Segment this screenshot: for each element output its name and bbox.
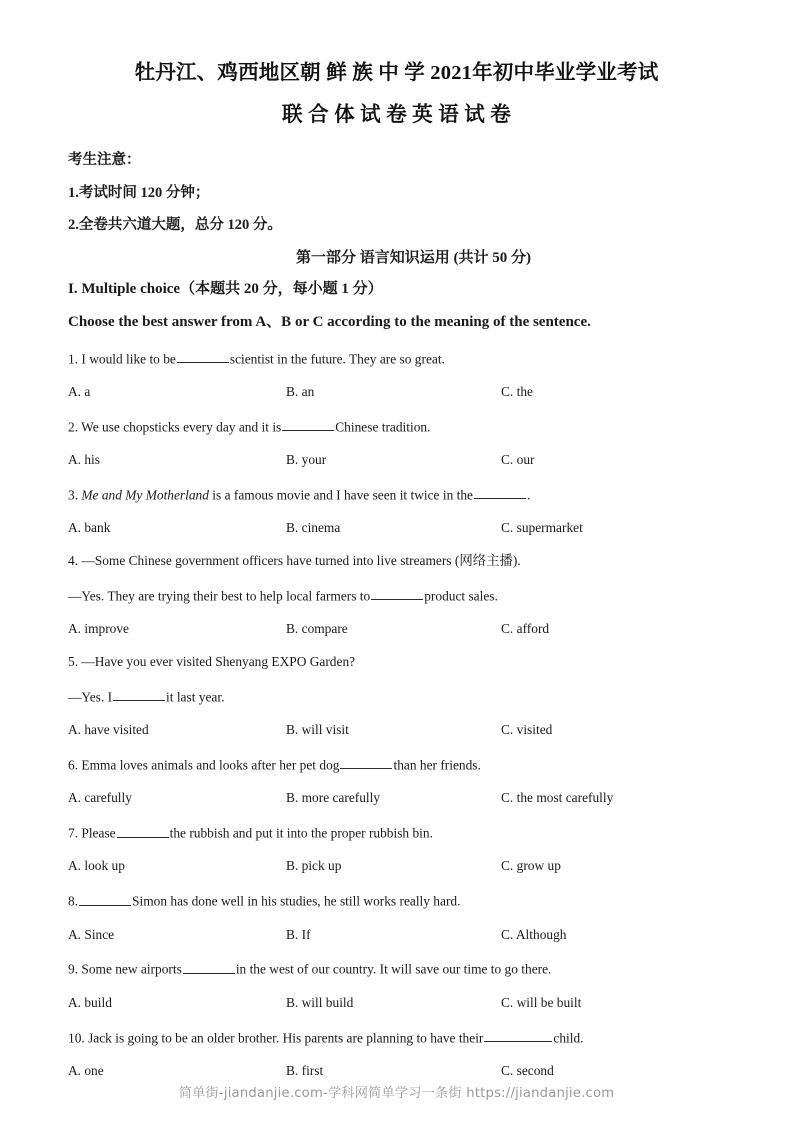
question-8-option-b[interactable]: B. If [286, 926, 311, 942]
question-10-option-a[interactable]: A. one [68, 1062, 104, 1078]
question-4-stem-line-1: 4. —Some Chinese government officers have turned into live streamers (网络主播). [68, 553, 521, 568]
q3-text-after: . [526, 487, 531, 503]
q4-text-after: product sales. [424, 588, 498, 604]
question-7-stem [68, 824, 725, 840]
q4-text-before: —Yes. They are trying their best to help local farmers to [68, 588, 371, 604]
q3-movie-title: Me and My Motherland [81, 487, 209, 503]
question-3-stem [68, 486, 725, 502]
question-2-option-b[interactable]: B. your [286, 451, 327, 467]
question-2 [68, 418, 725, 467]
question-7-options [68, 859, 725, 872]
question-9-option-a[interactable]: A. build [68, 994, 112, 1010]
question-5-option-c[interactable]: C. visited [501, 722, 553, 738]
question-5-stem-line-2 [68, 688, 725, 704]
q2-blank [282, 418, 334, 431]
question-2-option-c[interactable]: C. our [501, 451, 535, 467]
question-3-option-c[interactable]: C. supermarket [501, 520, 583, 536]
question-1-options [68, 385, 725, 398]
question-9-stem [68, 960, 725, 976]
question-2-stem [68, 418, 725, 434]
question-1-option-b[interactable]: B. an [286, 383, 315, 399]
question-5-stem-line-1: 5. —Have you ever visited Shenyang EXPO Garden? [68, 654, 356, 670]
question-6-options [68, 791, 725, 804]
question-8-option-a[interactable]: A. Since [68, 926, 115, 942]
question-1 [68, 350, 725, 399]
notice-item-2: 2.全卷共六道大题，总分 120 分。 [68, 217, 282, 234]
q3-number: 3. [68, 487, 82, 503]
q5-text-after: it last year. [166, 689, 225, 705]
question-6-stem [68, 756, 725, 772]
question-1-option-a[interactable]: A. a [68, 383, 91, 399]
q1-text-before: 1. I would like to be [68, 350, 176, 366]
question-4-stem-line-2 [68, 587, 725, 603]
q6-text-before: 6. Emma loves animals and looks after her pet dog [68, 757, 340, 773]
question-4-option-a[interactable]: A. improve [68, 621, 129, 637]
q10-text-before: 10. Jack is going to be an older brother. His parents are planning to have their [68, 1029, 484, 1045]
question-8-option-c[interactable]: C. Although [501, 926, 567, 942]
question-5 [68, 655, 725, 737]
question-10-option-c[interactable]: C. second [501, 1062, 554, 1078]
q10-text-after: child. [553, 1029, 584, 1045]
question-8-options [68, 928, 725, 941]
title-line-2: 联 合 体 试 卷 英 语 试 卷 [282, 103, 511, 126]
question-2-options [68, 453, 725, 466]
q1-text-after: scientist in the future. They are so great. [229, 350, 445, 366]
document-title [68, 0, 725, 127]
question-3-option-b[interactable]: B. cinema [286, 520, 341, 536]
q8-text-after: Simon has done well in his studies, he still works really hard. [132, 893, 461, 909]
question-3-options [68, 521, 725, 534]
q8-blank [79, 892, 131, 905]
question-5-option-a[interactable]: A. have visited [68, 722, 149, 738]
question-7-option-a[interactable]: A. look up [68, 858, 125, 874]
q1-blank [177, 350, 229, 363]
question-1-stem [68, 350, 725, 366]
q5-text-before: —Yes. I [68, 689, 113, 705]
footer-watermark: 简单街-jiandanjie.com-学科网简单学习一条街 https://jiandanjie.com [178, 1085, 615, 1101]
question-7-option-c[interactable]: C. grow up [501, 858, 561, 874]
q3-blank [474, 486, 526, 499]
question-9-option-b[interactable]: B. will build [286, 994, 354, 1010]
q9-text-before: 9. Some new airports [68, 961, 182, 977]
question-7-option-b[interactable]: B. pick up [286, 858, 342, 874]
question-2-option-a[interactable]: A. his [68, 451, 100, 467]
question-4 [68, 554, 725, 636]
q2-text-after: Chinese tradition. [335, 419, 431, 435]
q4-blank [371, 587, 423, 600]
q9-blank [183, 960, 235, 973]
question-4-option-c[interactable]: C. afford [501, 621, 550, 637]
q5-blank [113, 688, 165, 701]
question-10-options [68, 1064, 725, 1077]
question-8 [68, 892, 725, 941]
title-line-1: 牡丹江、鸡西地区朝 鲜 族 中 学 2021年初中毕业学业考试 [134, 62, 659, 84]
question-6-option-c[interactable]: C. the most carefully [501, 790, 614, 806]
section-heading: I. Multiple choice（本题共 20 分，每小题 1 分） [68, 280, 383, 297]
candidate-notice [68, 153, 725, 233]
question-10-stem [68, 1029, 725, 1045]
question-9-option-c[interactable]: C. will be built [501, 994, 582, 1010]
question-1-option-c[interactable]: C. the [501, 383, 533, 399]
q6-text-after: than her friends. [393, 757, 481, 773]
question-5-options [68, 723, 725, 736]
part-heading: 第一部分 语言知识运用 (共计 50 分) [296, 249, 531, 266]
question-list [68, 350, 725, 1078]
q9-text-after: in the west of our country. It will save our time to go there. [235, 961, 552, 977]
question-9-options [68, 996, 725, 1009]
q2-text-before: 2. We use chopsticks every day and it is [68, 419, 282, 435]
q8-text-before: 8. [68, 893, 79, 909]
question-4-options [68, 622, 725, 635]
question-4-option-b[interactable]: B. compare [286, 621, 348, 637]
question-9 [68, 960, 725, 1009]
question-5-option-b[interactable]: B. will visit [286, 722, 349, 738]
question-7 [68, 824, 725, 873]
question-3-option-a[interactable]: A. bank [68, 520, 111, 536]
q7-text-after: the rubbish and put it into the proper rubbish bin. [169, 825, 433, 841]
q3-text-before: is a famous movie and I have seen it twice in the [208, 487, 473, 503]
q10-blank [484, 1029, 552, 1042]
question-3 [68, 486, 725, 535]
q6-blank [340, 756, 392, 769]
q7-text-before: 7. Please [68, 825, 116, 841]
notice-heading: 考生注意： [68, 152, 141, 169]
question-10-option-b[interactable]: B. first [286, 1062, 324, 1078]
section-subheading: Choose the best answer from A、B or C according to the meaning of the sentence. [68, 313, 591, 330]
question-6-option-a[interactable]: A. carefully [68, 790, 132, 806]
notice-item-1: 1.考试时间 120 分钟； [68, 184, 210, 201]
question-10 [68, 1029, 725, 1078]
question-6-option-b[interactable]: B. more carefully [286, 790, 381, 806]
question-8-stem [68, 892, 725, 908]
question-6 [68, 756, 725, 805]
q7-blank [117, 824, 169, 837]
